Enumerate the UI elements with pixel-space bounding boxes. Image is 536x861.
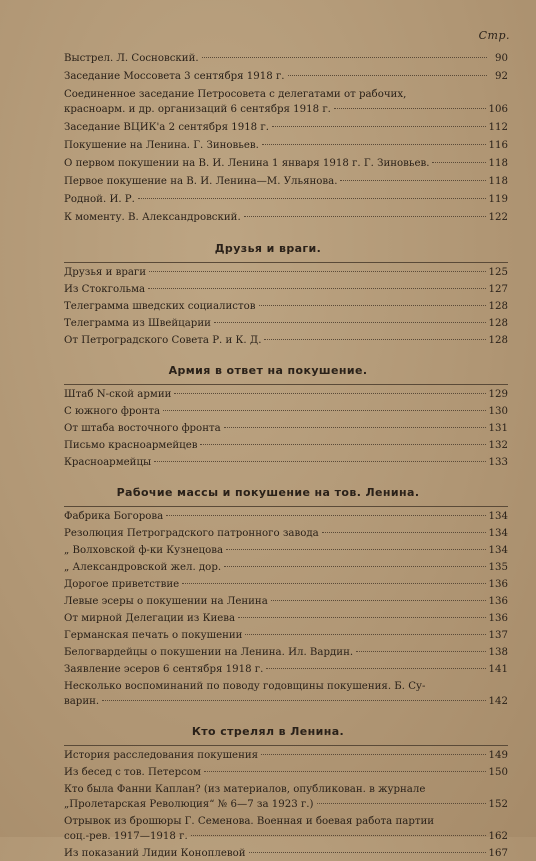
toc-entry-title: Фабрика Богорова [64,511,164,522]
toc-entry-page: 152 [488,799,508,810]
toc-entry [64,628,508,643]
dot-leader [166,515,485,516]
toc-entry-page: 129 [488,389,508,400]
dot-leader [191,835,486,836]
dot-leader [432,162,485,163]
toc-entry-title: красноарм. и др. организаций 6 сентября 1918 г. [64,104,331,115]
toc-entry-page: 141 [488,664,508,675]
toc-entry-page: 167 [488,848,508,859]
toc-entry [64,333,508,348]
toc-entry-page: 106 [488,104,508,115]
toc-entry-title: Заседание ВЦИК'а 2 сентября 1918 г. [64,122,269,133]
toc-entry-title: О первом покушении на В. И. Ленина 1 января 1918 г. Г. Зиновьев. [64,158,430,169]
toc-entry-title: Заседание Моссовета 3 сентября 1918 г. [64,71,285,82]
toc-entry [64,316,508,331]
toc-entry-title: Заявление эсеров 6 сентября 1918 г. [64,664,264,675]
toc-entry-title: „Пролетарская Революция“ № 6—7 за 1923 г.) [64,799,314,810]
toc-entry [64,526,508,541]
toc-entry [64,210,508,225]
toc-entry [64,662,508,677]
toc-entry [64,846,508,861]
toc-entry-title: Белогвардейцы о покушении на Ленина. Ил. Вардин. [64,647,354,658]
toc-entry-page: 133 [488,457,508,468]
toc-entry-title: От мирной Делегации из Киева [64,613,236,624]
toc-entry-title: Выстрел. Л. Сосновский. [64,53,199,64]
toc-entry [64,765,508,780]
dot-leader [249,852,486,853]
dot-leader [322,532,486,533]
toc-entry-page: 134 [488,545,508,556]
toc-entry-page: 132 [488,440,508,451]
toc-entry-page: 150 [488,767,508,778]
toc-entry-title: Дорогое приветствие [64,579,180,590]
toc-entry-title: Из Стокгольма [64,284,146,295]
dot-leader [138,198,486,199]
toc-entry-page: 137 [488,630,508,641]
toc-entry-page: 127 [488,284,508,295]
toc-entry [64,387,508,402]
toc-entry-page: 131 [488,423,508,434]
toc-entry-title: соц.-рев. 1917—1918 г. [64,831,188,842]
toc-entry [64,455,508,470]
dot-leader [154,461,485,462]
toc-entry-title: Родной. И. Р. [64,194,135,205]
dot-leader [266,668,485,669]
toc-entry-page: 125 [488,267,508,278]
toc-entry-title: Отрывок из брошюры Г. Семенова. Военная и боевая работа партии [64,816,435,827]
dot-leader [244,216,486,217]
toc-entry-title: С южного фронта [64,406,161,417]
toc-entry-title: От Петроградского Совета Р. и К. Д. [64,335,262,346]
toc-entry-title: Из показаний Лидии Коноплевой [64,848,246,859]
toc-entry [64,138,508,153]
dot-leader [356,651,485,652]
dot-leader [174,393,485,394]
dot-leader [288,75,487,76]
toc-entry-page: 118 [488,176,508,187]
toc-entry-title: Соединенное заседание Петросовета с делегатами от рабочих, [64,89,407,100]
toc-entry-title: Штаб N-ской армии [64,389,172,400]
dot-leader [182,583,485,584]
section-rule [64,506,508,508]
toc-entry [64,748,508,763]
toc-entry-page: 128 [488,301,508,312]
toc-entry-page: 142 [488,696,508,707]
toc-entry [64,87,508,117]
dot-leader [148,288,485,289]
section-rule [64,745,508,747]
toc-entry-title: Письмо красноармейцев [64,440,198,451]
toc-entry-title: „ Волховской ф-ки Кузнецова [64,545,224,556]
toc-entry-page: 162 [488,831,508,842]
dot-leader [261,754,485,755]
toc-entry-title: История расследования покушения [64,750,259,761]
toc-entry [64,543,508,558]
toc-entry [64,192,508,207]
toc-entry-title: Телеграмма из Швейцарии [64,318,211,329]
toc-entry-title: Покушение на Ленина. Г. Зиновьев. [64,140,259,151]
section-rule [64,262,508,264]
toc-entry [64,679,508,709]
dot-leader [272,126,486,127]
dot-leader [224,566,485,567]
toc-entry [64,594,508,609]
toc-entry-title: Германская печать о покушении [64,630,243,641]
dot-leader [340,180,485,181]
toc-entry-title: Левые эсеры о покушении на Ленина [64,596,268,607]
toc-entry-page: 112 [488,122,508,133]
dot-leader [214,322,486,323]
dot-leader [102,700,485,701]
toc-entry [64,174,508,189]
toc-entry-page: 138 [488,647,508,658]
toc-entry-title: Из бесед с тов. Петерсом [64,767,201,778]
toc-entry [64,645,508,660]
dot-leader [245,634,485,635]
toc-entry [64,560,508,575]
section-heading: Рабочие массы и покушение на тов. Ленина. [116,486,420,499]
section-heading: Кто стрелял в Ленина. [191,725,345,738]
dot-leader [202,57,487,58]
toc-entry [64,577,508,592]
toc-entry-title: Кто была Фанни Каплан? (из материалов, опубликован. в журнале [64,784,426,795]
toc-entry-page: 130 [488,406,508,417]
toc-entry-page: 149 [488,750,508,761]
toc-entry-title: К моменту. В. Александровский. [64,212,241,223]
toc-entry-title: Несколько воспоминаний по поводу годовщины покушения. Б. Су- [64,681,426,692]
toc-entry [64,438,508,453]
dot-leader [317,803,486,804]
toc-entry-page: 136 [488,596,508,607]
toc-entry [64,611,508,626]
toc-entry [64,51,508,66]
toc-entry [64,265,508,280]
toc-entry-title: От штаба восточного фронта [64,423,221,434]
dot-leader [262,144,486,145]
toc-entry-page: 128 [488,335,508,346]
toc-entry-title: Красноармейцы [64,457,152,468]
dot-leader [204,771,486,772]
toc-entry-page: 136 [488,613,508,624]
toc-entry [64,404,508,419]
dot-leader [226,549,486,550]
toc-entry-title: Телеграмма шведских социалистов [64,301,256,312]
toc-entry-page: 119 [488,194,508,205]
toc-entry-page: 116 [488,140,508,151]
toc-entry [64,814,508,844]
toc-entry-page: 134 [488,511,508,522]
dot-leader [271,600,486,601]
page-column-label: Стр. [478,29,510,42]
dot-leader [149,271,485,272]
section-heading: Друзья и враги. [214,242,322,255]
dot-leader [200,444,485,445]
section-rule [64,384,508,386]
toc-entry [64,156,508,171]
toc-entry [64,69,508,84]
dot-leader [224,427,486,428]
toc-entry [64,509,508,524]
dot-leader [163,410,486,411]
toc-entry-title: варин. [64,696,100,707]
toc-entry-page: 90 [495,53,508,64]
toc-entry [64,299,508,314]
toc-entry-page: 118 [488,158,508,169]
toc-entry-page: 128 [488,318,508,329]
toc-entry-page: 136 [488,579,508,590]
dot-leader [264,339,485,340]
dot-leader [259,305,486,306]
toc-entry-title: Резолюция Петроградского патронного завода [64,528,319,539]
dot-leader [238,617,485,618]
toc-entry-title: „ Александровской жел. дор. [64,562,222,573]
dot-leader [334,108,486,109]
toc-entry-title: Друзья и враги [64,267,147,278]
toc-entry-title: Первое покушение на В. И. Ленина—М. Ульянова. [64,176,338,187]
section-heading: Армия в ответ на покушение. [168,364,368,377]
toc-entry-page: 134 [488,528,508,539]
toc-entry-page: 135 [488,562,508,573]
toc-entry [64,282,508,297]
toc-entry [64,782,508,812]
toc-entry [64,421,508,436]
toc-entry [64,120,508,135]
toc-entry-page: 92 [495,71,508,82]
toc-entry-page: 122 [488,212,508,223]
